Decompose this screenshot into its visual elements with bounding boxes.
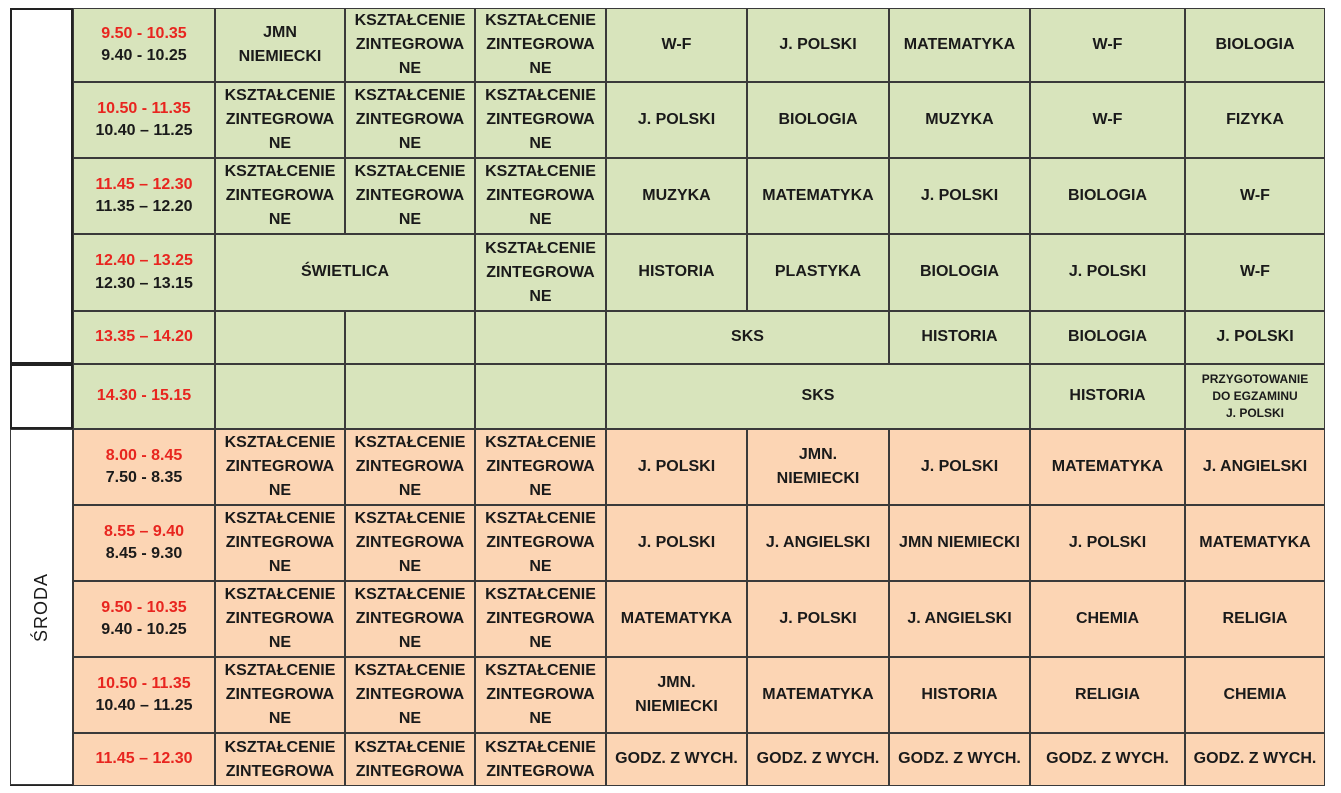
subject-label: NE bbox=[398, 135, 422, 152]
subject-cell bbox=[1030, 364, 1185, 429]
subject-label: JMN. bbox=[657, 674, 696, 691]
subject-cell bbox=[1185, 505, 1325, 581]
subject-label: NE bbox=[268, 710, 292, 727]
subject-cell bbox=[889, 82, 1030, 158]
subject-label: ZINTEGROWA bbox=[355, 534, 465, 551]
subject-label: J. POLSKI bbox=[637, 533, 716, 551]
subject-label: KSZTAŁCENIE bbox=[485, 87, 596, 104]
subject-label: NE bbox=[398, 482, 422, 499]
empty-cell bbox=[475, 311, 606, 364]
subject-cell bbox=[889, 733, 1030, 786]
subject-label: KSZTAŁCENIE bbox=[354, 662, 466, 679]
subject-cell bbox=[747, 429, 889, 505]
subject-label: KSZTAŁCENIE bbox=[224, 87, 336, 104]
time-cell bbox=[73, 311, 215, 364]
subject-label: NE bbox=[529, 135, 552, 152]
subject-label: GODZ. Z WYCH. bbox=[898, 750, 1021, 768]
subject-cell bbox=[747, 234, 889, 311]
subject-cell bbox=[606, 8, 747, 82]
subject-label: NE bbox=[529, 634, 552, 651]
subject-label: W-F bbox=[1092, 110, 1123, 128]
day-label-wednesday bbox=[10, 429, 73, 785]
subject-label: NE bbox=[398, 60, 422, 77]
subject-label: KSZTAŁCENIE bbox=[485, 586, 596, 603]
subject-label: J. POLSKI bbox=[1216, 328, 1294, 346]
subject-cell bbox=[475, 8, 606, 82]
subject-label: GODZ. Z WYCH. bbox=[1193, 750, 1317, 768]
subject-label: ŚWIETLICA bbox=[301, 263, 389, 281]
subject-label: KSZTAŁCENIE bbox=[224, 163, 336, 180]
subject-label: KSZTAŁCENIE bbox=[224, 738, 336, 756]
subject-label: ZINTEGROWA bbox=[486, 187, 595, 204]
subject-cell bbox=[1185, 311, 1325, 364]
subject-label: J. POLSKI bbox=[920, 457, 999, 475]
subject-label: KSZTAŁCENIE bbox=[354, 738, 466, 756]
subject-label: J. POLSKI bbox=[637, 110, 716, 128]
subject-label: KSZTAŁCENIE bbox=[354, 87, 466, 104]
subject-cell bbox=[215, 505, 345, 581]
empty-cell bbox=[345, 364, 475, 429]
subject-cell bbox=[747, 657, 889, 733]
subject-cell bbox=[1030, 82, 1185, 158]
lesson-time: 12.40 – 13.25 bbox=[95, 252, 193, 270]
subject-label: DO EGZAMINU bbox=[1212, 389, 1298, 403]
subject-cell bbox=[747, 505, 889, 581]
subject-label: NE bbox=[398, 634, 422, 651]
subject-label: ZINTEGROWA bbox=[225, 111, 335, 128]
subject-label: W-F bbox=[1240, 186, 1270, 204]
subject-label: J. ANGIELSKI bbox=[765, 533, 871, 551]
subject-label: KSZTAŁCENIE bbox=[224, 510, 336, 527]
subject-label: KSZTAŁCENIE bbox=[354, 12, 466, 29]
subject-cell bbox=[1185, 429, 1325, 505]
time-cell bbox=[73, 158, 215, 234]
lesson-time: 9.50 - 10.35 bbox=[101, 24, 187, 42]
subject-cell bbox=[345, 733, 475, 786]
subject-cell bbox=[475, 234, 606, 311]
subject-cell bbox=[606, 82, 747, 158]
subject-label: ZINTEGROWA bbox=[225, 187, 335, 204]
subject-label: SKS bbox=[731, 328, 764, 346]
subject-label: FIZYKA bbox=[1226, 110, 1284, 128]
subject-label: CHEMIA bbox=[1223, 685, 1287, 703]
lesson-time: 13.35 – 14.20 bbox=[95, 328, 193, 346]
subject-label: BIOLOGIA bbox=[778, 110, 858, 128]
subject-label: NE bbox=[268, 135, 292, 152]
subject-label: J. POLSKI bbox=[779, 35, 857, 53]
subject-cell bbox=[606, 364, 1030, 429]
subject-label: ZINTEGROWA bbox=[486, 458, 595, 475]
subject-label: ZINTEGROWA bbox=[225, 534, 335, 551]
bell-time: 12.30 – 13.15 bbox=[95, 274, 193, 292]
subject-label: NE bbox=[398, 558, 422, 575]
subject-cell bbox=[889, 657, 1030, 733]
subject-label: ZINTEGROWA bbox=[486, 36, 595, 53]
subject-cell bbox=[747, 733, 889, 786]
subject-cell bbox=[215, 733, 345, 786]
subject-cell bbox=[606, 429, 747, 505]
subject-cell bbox=[345, 429, 475, 505]
subject-cell bbox=[345, 657, 475, 733]
subject-label: ZINTEGROWA bbox=[225, 610, 335, 627]
subject-label: ZINTEGROWA bbox=[225, 458, 335, 475]
subject-cell bbox=[889, 234, 1030, 311]
subject-cell bbox=[1030, 581, 1185, 657]
subject-label: J. ANGIELSKI bbox=[1202, 457, 1308, 475]
subject-cell bbox=[606, 657, 747, 733]
subject-label: PRZYGOTOWANIE bbox=[1201, 372, 1309, 386]
subject-cell bbox=[1185, 733, 1325, 786]
subject-cell bbox=[345, 82, 475, 158]
subject-cell bbox=[747, 82, 889, 158]
subject-cell bbox=[1185, 234, 1325, 311]
lesson-time: 11.45 – 12.30 bbox=[95, 750, 193, 768]
bell-time: 10.40 – 11.25 bbox=[95, 122, 193, 139]
empty-cell bbox=[475, 364, 606, 429]
subject-cell bbox=[606, 733, 747, 786]
subject-label: J. ANGIELSKI bbox=[907, 609, 1012, 627]
bell-time: 11.35 – 12.20 bbox=[95, 198, 193, 215]
subject-label: KSZTAŁCENIE bbox=[224, 662, 336, 679]
subject-label: ZINTEGROWA bbox=[355, 187, 465, 204]
subject-cell bbox=[1185, 581, 1325, 657]
subject-label: W-F bbox=[1240, 263, 1270, 281]
subject-label: MATEMATYKA bbox=[620, 609, 733, 627]
subject-cell bbox=[889, 158, 1030, 234]
time-cell bbox=[73, 733, 215, 786]
empty-cell bbox=[345, 311, 475, 364]
subject-cell bbox=[889, 505, 1030, 581]
subject-label: RELIGIA bbox=[1075, 685, 1140, 703]
subject-label: KSZTAŁCENIE bbox=[354, 434, 466, 451]
bell-time: 8.45 - 9.30 bbox=[105, 545, 183, 562]
time-cell bbox=[73, 581, 215, 657]
subject-label: ZINTEGROWA bbox=[355, 111, 465, 128]
time-cell bbox=[73, 234, 215, 311]
subject-label: NE bbox=[268, 634, 292, 651]
subject-label: ZINTEGROWA bbox=[486, 610, 595, 627]
subject-label: HISTORIA bbox=[638, 263, 715, 281]
subject-label: NE bbox=[529, 710, 552, 727]
subject-cell bbox=[1030, 429, 1185, 505]
subject-label: ZINTEGROWA bbox=[225, 762, 335, 780]
subject-label: BIOLOGIA bbox=[1067, 328, 1148, 346]
subject-cell bbox=[345, 581, 475, 657]
subject-label: ZINTEGROWA bbox=[225, 686, 335, 703]
subject-cell bbox=[1030, 733, 1185, 786]
lesson-time: 10.50 - 11.35 bbox=[97, 674, 191, 692]
lesson-time: 11.45 – 12.30 bbox=[95, 175, 193, 193]
subject-cell bbox=[475, 82, 606, 158]
lesson-time: 10.50 - 11.35 bbox=[97, 99, 191, 117]
time-cell bbox=[73, 8, 215, 82]
subject-cell bbox=[606, 505, 747, 581]
subject-label: SKS bbox=[801, 387, 835, 405]
subject-label: NE bbox=[529, 287, 552, 305]
subject-label: ZINTEGROWA bbox=[486, 263, 595, 281]
day-label-extra bbox=[10, 364, 73, 429]
day-label-tuesday bbox=[10, 8, 73, 364]
subject-label: KSZTAŁCENIE bbox=[485, 662, 596, 679]
subject-label: J. POLSKI bbox=[1068, 263, 1147, 281]
subject-label: HISTORIA bbox=[921, 328, 998, 346]
subject-label: MUZYKA bbox=[642, 186, 711, 204]
subject-cell bbox=[747, 8, 889, 82]
bell-time: 10.40 – 11.25 bbox=[95, 697, 193, 714]
time-cell bbox=[73, 364, 215, 429]
empty-cell bbox=[215, 364, 345, 429]
time-cell bbox=[73, 657, 215, 733]
subject-label: NIEMIECKI bbox=[635, 698, 718, 715]
subject-label: NE bbox=[529, 60, 552, 77]
subject-label: NIEMIECKI bbox=[238, 48, 322, 65]
subject-label: MATEMATYKA bbox=[903, 35, 1016, 53]
lesson-time: 9.50 - 10.35 bbox=[101, 598, 187, 616]
subject-label: W-F bbox=[661, 35, 692, 53]
subject-label: ZINTEGROWA bbox=[486, 762, 595, 780]
subject-label: GODZ. Z WYCH. bbox=[756, 750, 880, 768]
bell-time: 7.50 - 8.35 bbox=[105, 469, 183, 486]
subject-label: KSZTAŁCENIE bbox=[354, 163, 466, 180]
subject-label: KSZTAŁCENIE bbox=[354, 586, 466, 603]
subject-cell bbox=[1030, 657, 1185, 733]
subject-label: KSZTAŁCENIE bbox=[485, 163, 596, 180]
subject-cell bbox=[889, 8, 1030, 82]
subject-label: KSZTAŁCENIE bbox=[224, 434, 336, 451]
empty-cell bbox=[215, 311, 345, 364]
subject-label: NE bbox=[398, 710, 422, 727]
subject-label: NE bbox=[268, 482, 292, 499]
subject-label: NE bbox=[398, 211, 422, 228]
subject-label: BIOLOGIA bbox=[919, 263, 1000, 281]
bell-time: 9.40 - 10.25 bbox=[101, 47, 187, 64]
subject-cell bbox=[345, 8, 475, 82]
subject-label: ZINTEGROWA bbox=[355, 458, 465, 475]
subject-cell bbox=[215, 8, 345, 82]
subject-label: J. POLSKI bbox=[637, 457, 716, 475]
subject-label: J. POLSKI bbox=[779, 609, 857, 627]
subject-label: NE bbox=[529, 211, 552, 228]
subject-label: ZINTEGROWA bbox=[486, 534, 595, 551]
subject-label: J. POLSKI bbox=[920, 186, 999, 204]
subject-cell bbox=[1185, 657, 1325, 733]
subject-label: JMN NIEMIECKI bbox=[899, 533, 1020, 551]
subject-cell bbox=[215, 581, 345, 657]
subject-label: ZINTEGROWA bbox=[355, 36, 465, 53]
subject-cell bbox=[1185, 8, 1325, 82]
time-cell bbox=[73, 429, 215, 505]
subject-cell bbox=[889, 311, 1030, 364]
subject-cell bbox=[345, 505, 475, 581]
time-cell bbox=[73, 505, 215, 581]
subject-cell bbox=[1030, 158, 1185, 234]
subject-cell bbox=[1030, 8, 1185, 82]
subject-label: KSZTAŁCENIE bbox=[485, 12, 596, 29]
subject-label: MATEMATYKA bbox=[1051, 457, 1164, 475]
subject-label: PLASTYKA bbox=[774, 263, 862, 281]
subject-label: KSZTAŁCENIE bbox=[485, 738, 596, 756]
subject-cell bbox=[215, 234, 475, 311]
subject-cell bbox=[747, 158, 889, 234]
subject-label: W-F bbox=[1092, 35, 1123, 53]
subject-cell bbox=[475, 581, 606, 657]
subject-cell bbox=[606, 234, 747, 311]
lesson-time: 8.00 - 8.45 bbox=[105, 446, 183, 464]
subject-cell bbox=[345, 158, 475, 234]
subject-label: KSZTAŁCENIE bbox=[485, 510, 596, 527]
subject-cell bbox=[475, 429, 606, 505]
subject-cell bbox=[889, 581, 1030, 657]
day-label-text: ŚRODA bbox=[31, 572, 52, 642]
subject-cell bbox=[606, 311, 889, 364]
subject-label: KSZTAŁCENIE bbox=[224, 586, 336, 603]
subject-cell bbox=[475, 158, 606, 234]
subject-label: MATEMATYKA bbox=[762, 186, 874, 204]
subject-label: MATEMATYKA bbox=[1199, 533, 1311, 551]
subject-cell bbox=[1185, 158, 1325, 234]
subject-cell bbox=[475, 733, 606, 786]
subject-label: NIEMIECKI bbox=[776, 470, 860, 487]
time-cell bbox=[73, 82, 215, 158]
subject-label: NE bbox=[529, 558, 552, 575]
subject-label: J. POLSKI bbox=[1068, 533, 1147, 551]
subject-cell bbox=[606, 581, 747, 657]
subject-cell bbox=[475, 657, 606, 733]
subject-label: MATEMATYKA bbox=[762, 685, 874, 703]
subject-label: GODZ. Z WYCH. bbox=[615, 750, 738, 768]
subject-label: KSZTAŁCENIE bbox=[485, 434, 596, 451]
subject-label: HISTORIA bbox=[1069, 387, 1146, 405]
subject-label: BIOLOGIA bbox=[1215, 35, 1295, 53]
lesson-time: 14.30 - 15.15 bbox=[96, 387, 192, 405]
subject-label: BIOLOGIA bbox=[1067, 186, 1148, 204]
subject-label: J. POLSKI bbox=[1225, 406, 1284, 420]
subject-label: ZINTEGROWA bbox=[486, 111, 595, 128]
subject-cell bbox=[1030, 234, 1185, 311]
subject-label: ZINTEGROWA bbox=[486, 686, 595, 703]
subject-cell bbox=[1185, 82, 1325, 158]
subject-label: JMN bbox=[263, 24, 297, 41]
subject-cell bbox=[215, 429, 345, 505]
subject-label: NE bbox=[529, 482, 552, 499]
subject-label: JMN. bbox=[798, 446, 838, 463]
subject-cell bbox=[1030, 505, 1185, 581]
subject-cell bbox=[475, 505, 606, 581]
subject-cell bbox=[1185, 364, 1325, 429]
bell-time: 9.40 - 10.25 bbox=[101, 621, 187, 638]
subject-label: NE bbox=[268, 211, 292, 228]
subject-cell bbox=[215, 657, 345, 733]
subject-label: CHEMIA bbox=[1075, 609, 1140, 627]
subject-cell bbox=[889, 429, 1030, 505]
subject-cell bbox=[215, 158, 345, 234]
subject-label: KSZTAŁCENIE bbox=[354, 510, 466, 527]
subject-label: KSZTAŁCENIE bbox=[485, 239, 596, 257]
subject-label: MUZYKA bbox=[925, 110, 994, 128]
lesson-time: 8.55 – 9.40 bbox=[103, 522, 185, 540]
subject-cell bbox=[747, 581, 889, 657]
subject-label: NE bbox=[268, 558, 292, 575]
subject-label: ZINTEGROWA bbox=[355, 762, 465, 780]
subject-label: GODZ. Z WYCH. bbox=[1046, 750, 1169, 768]
subject-label: RELIGIA bbox=[1222, 609, 1288, 627]
subject-label: ZINTEGROWA bbox=[355, 610, 465, 627]
subject-cell bbox=[606, 158, 747, 234]
subject-label: HISTORIA bbox=[921, 685, 998, 703]
subject-cell bbox=[215, 82, 345, 158]
subject-label: ZINTEGROWA bbox=[355, 686, 465, 703]
subject-cell bbox=[1030, 311, 1185, 364]
